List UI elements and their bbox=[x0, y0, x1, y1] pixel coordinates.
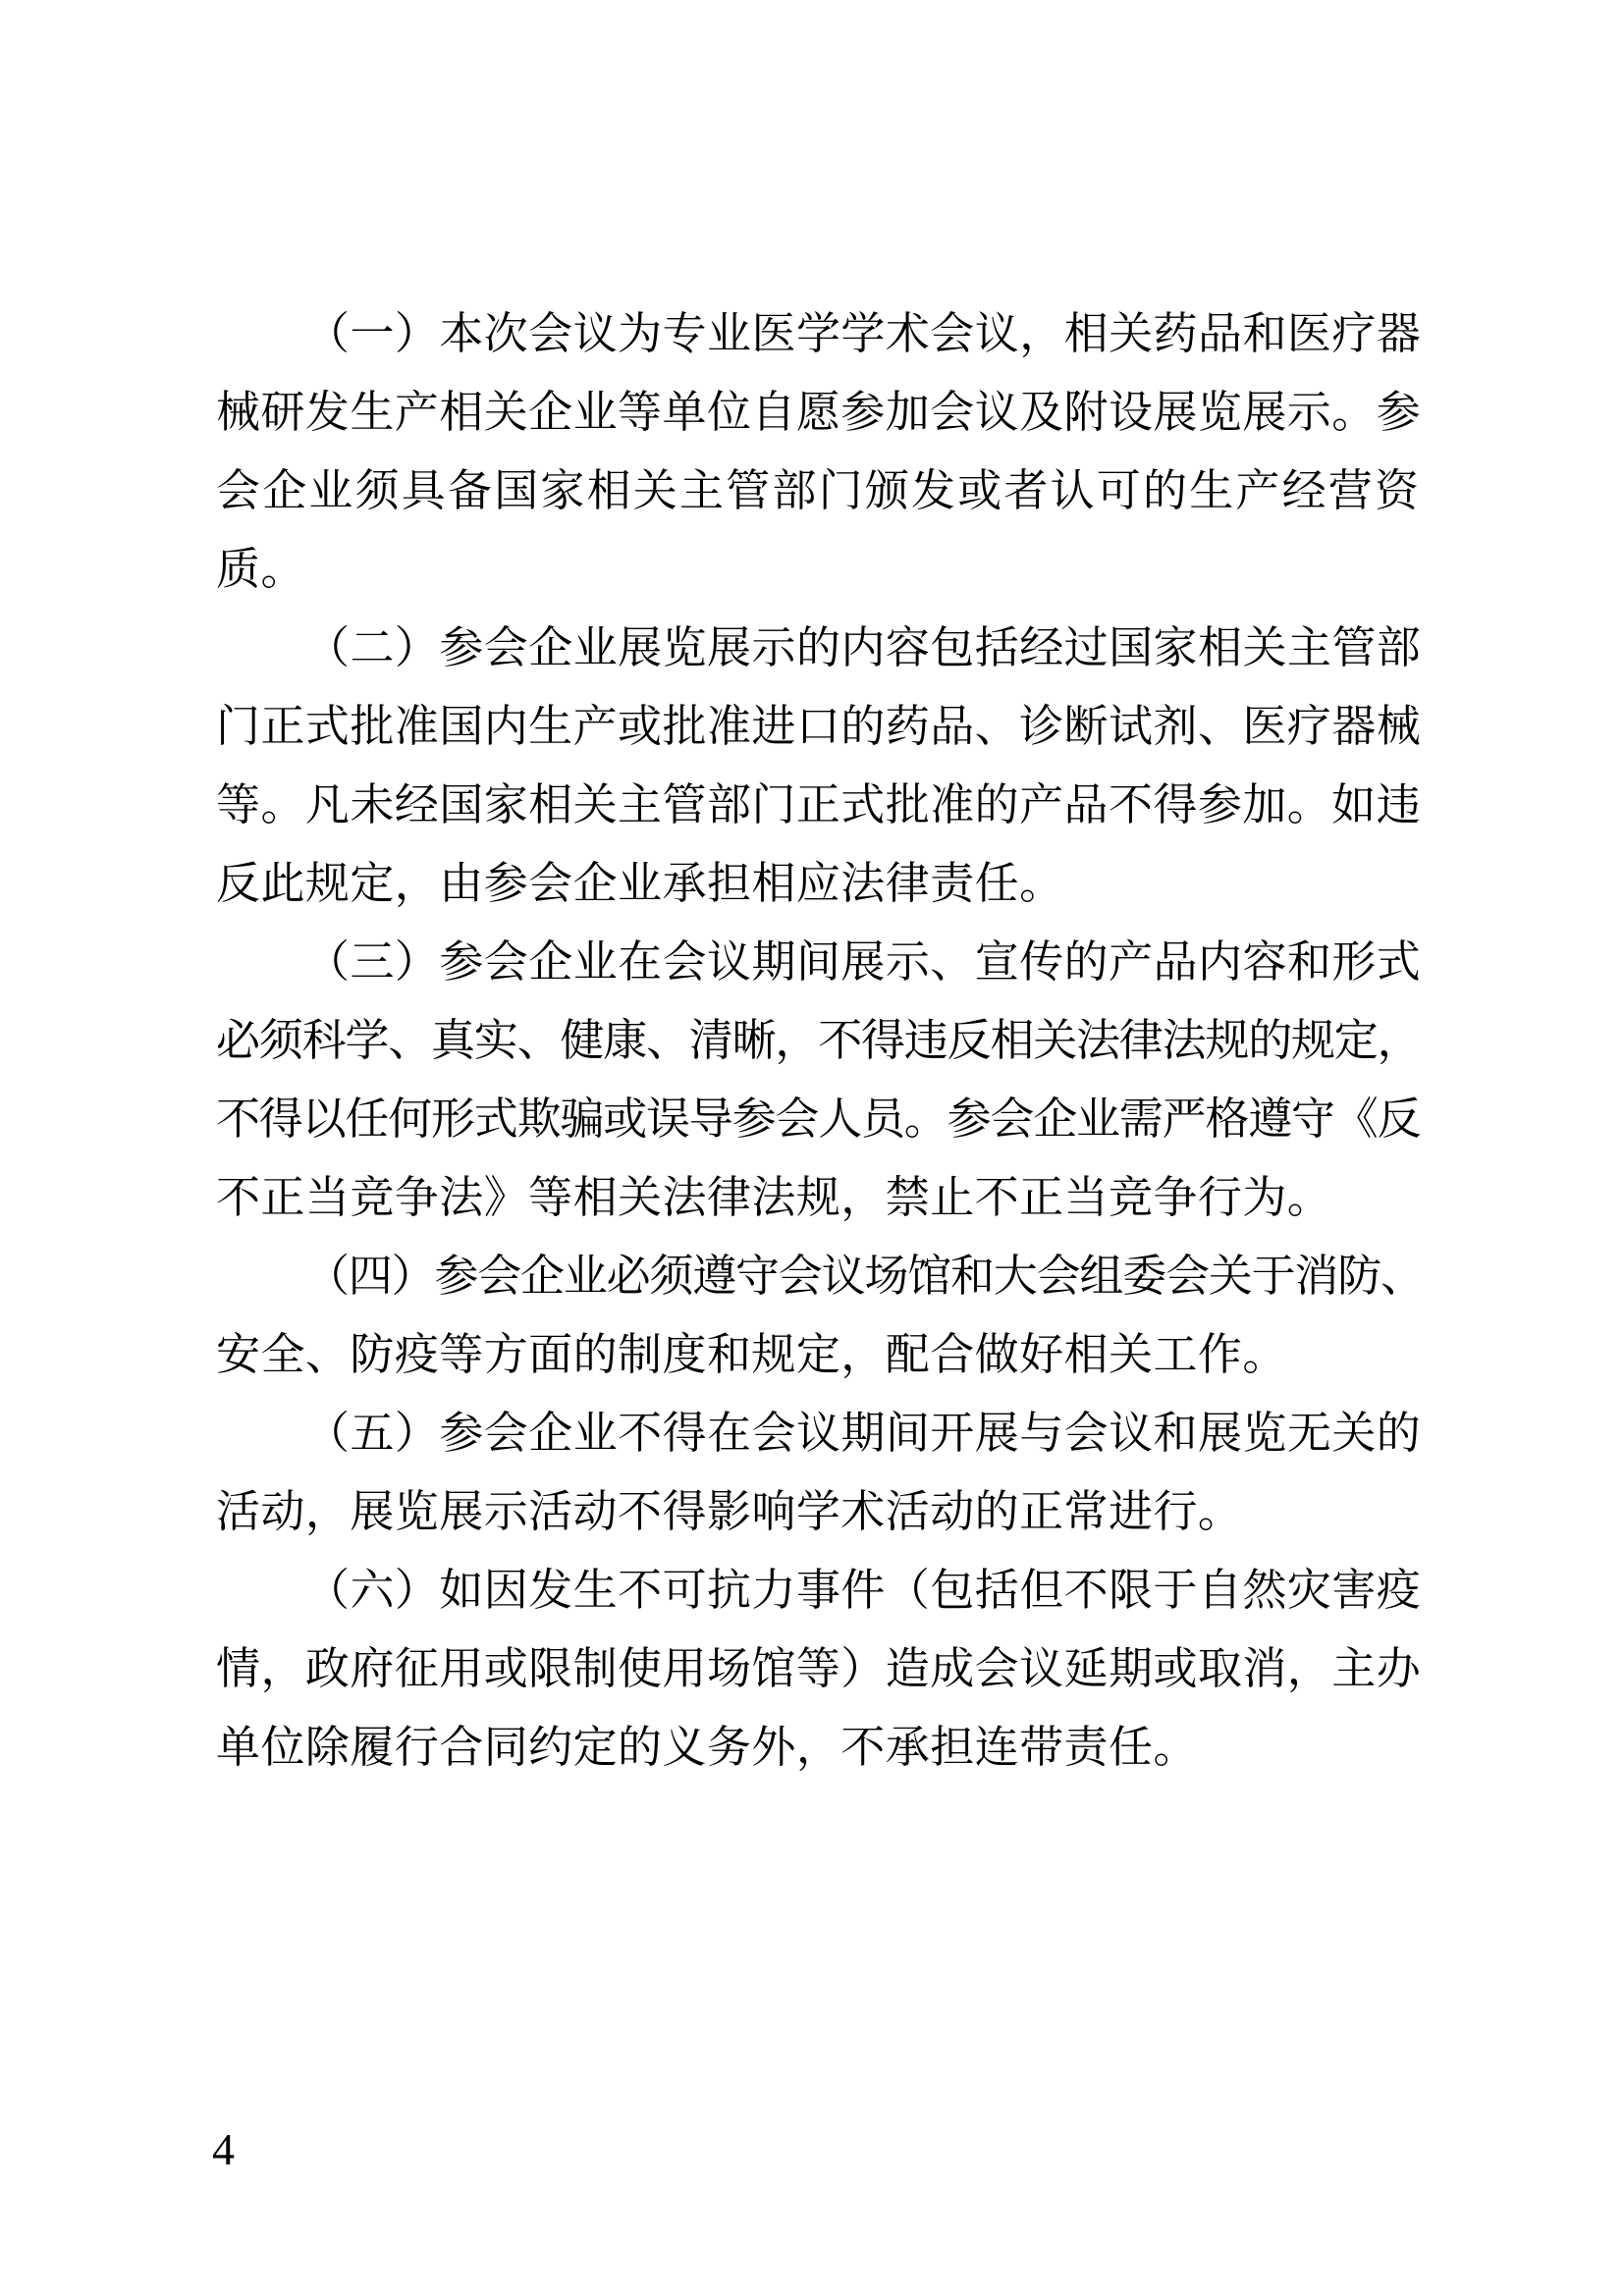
paragraph-2-line-2: 门正式批准国内生产或批准进口的药品、诊断试剂、医疗器械 bbox=[216, 702, 1422, 751]
paragraph-1-line-2: 械研发生产相关企业等单位自愿参加会议及附设展览展示。参 bbox=[216, 388, 1422, 437]
paragraph-1 bbox=[216, 294, 1422, 609]
paragraph-5 bbox=[216, 1394, 1422, 1551]
paragraph-1-line-3: 会企业须具备国家相关主管部门颁发或者认可的生产经营资 bbox=[216, 466, 1422, 515]
paragraph-5-line-1: （五）参会企业不得在会议期间开展与会议和展览无关的 bbox=[305, 1409, 1422, 1458]
paragraph-6-line-2: 情，政府征用或限制使用场馆等）造成会议延期或取消，主办 bbox=[216, 1644, 1422, 1693]
paragraph-3-line-3: 不得以任何形式欺骗或误导参会人员。参会企业需严格遵守《反 bbox=[216, 1095, 1421, 1144]
paragraph-4-line-2: 安全、防疫等方面的制度和规定，配合做好相关工作。 bbox=[216, 1330, 1287, 1379]
paragraph-2-line-4: 反此规定，由参会企业承担相应法律责任。 bbox=[216, 859, 1064, 908]
paragraph-5-line-2: 活动，展览展示活动不得影响学术活动的正常进行。 bbox=[216, 1487, 1243, 1536]
paragraph-3 bbox=[216, 923, 1422, 1237]
paragraph-6-line-1: （六）如因发生不可抗力事件（包括但不限于自然灾害疫 bbox=[305, 1566, 1422, 1615]
paragraph-3-line-4: 不正当竞争法》等相关法律法规，禁止不正当竞争行为。 bbox=[216, 1173, 1332, 1222]
paragraph-3-line-2: 必须科学、真实、健康、清晰，不得违反相关法律法规的规定， bbox=[216, 1016, 1421, 1065]
paragraph-6 bbox=[216, 1551, 1422, 1787]
paragraph-1-line-4: 质。 bbox=[216, 545, 305, 594]
paragraph-4-line-1: （四）参会企业必须遵守会议场馆和大会组委会关于消防、 bbox=[305, 1252, 1424, 1301]
document-body bbox=[216, 294, 1422, 1787]
paragraph-3-line-1: （三）参会企业在会议期间展示、宣传的产品内容和形式 bbox=[305, 937, 1422, 987]
paragraph-2-line-1: （二）参会企业展览展示的内容包括经过国家相关主管部 bbox=[305, 623, 1422, 672]
paragraph-4 bbox=[216, 1237, 1422, 1394]
paragraph-2 bbox=[216, 609, 1422, 923]
paragraph-1-line-1: （一）本次会议为专业医学学术会议，相关药品和医疗器 bbox=[305, 309, 1422, 358]
paragraph-6-line-3: 单位除履行合同约定的义务外，不承担连带责任。 bbox=[216, 1723, 1198, 1772]
page-number: 4 bbox=[212, 2124, 235, 2174]
paragraph-2-line-3: 等。凡未经国家相关主管部门正式批准的产品不得参加。如违 bbox=[216, 780, 1422, 829]
